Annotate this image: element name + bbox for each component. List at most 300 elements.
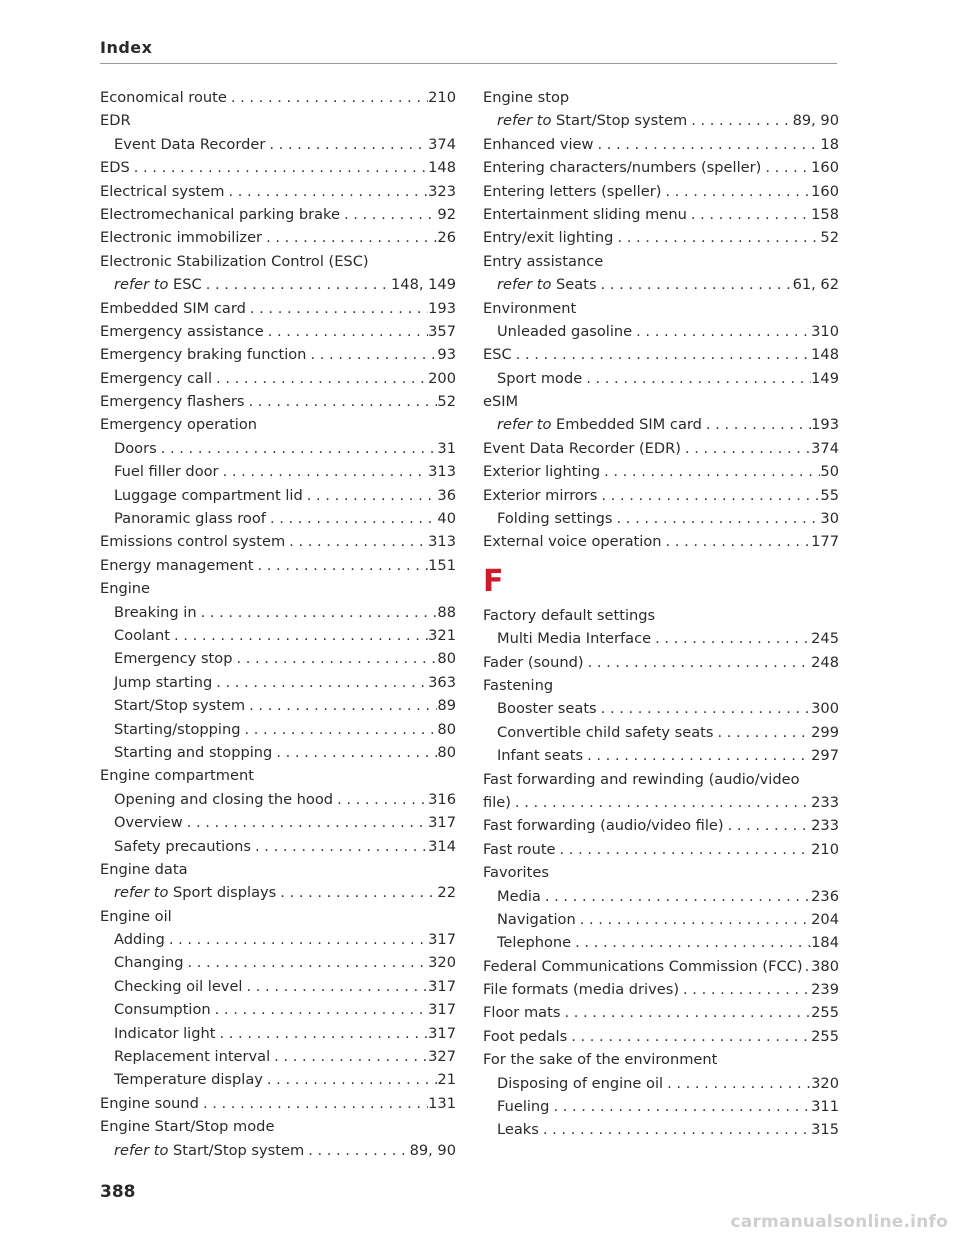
entry-label [497,1118,539,1141]
index-subentry [483,507,839,530]
entry-label [483,1001,560,1024]
page-reference: 148 [811,346,839,364]
entry-label [483,978,679,1001]
entry-label [114,647,232,670]
entry-term: Embedded SIM card [100,299,246,317]
page-reference: 80 [437,743,456,761]
entry-label [483,390,518,413]
index-entry [100,1092,456,1115]
index-subentry [483,744,839,767]
dot-leader [265,133,428,156]
index-subentry [100,951,456,974]
entry-label [483,791,511,814]
entry-term: Entertainment sliding menu [483,205,687,223]
entry-label [114,624,170,647]
entry-label [497,697,597,720]
dot-leader [266,507,437,530]
page-reference: 204 [811,910,839,928]
entry-term: Embedded SIM card [556,416,702,434]
index-subentry [483,908,839,931]
dot-leader [285,530,428,553]
dot-leader [304,1139,409,1162]
index-entry [483,768,839,791]
dot-leader [197,601,438,624]
entry-term: File formats (media drives) [483,981,680,999]
dot-leader [183,811,428,834]
dot-leader [681,437,811,460]
entry-term: Environment [483,299,577,317]
entry-term: Engine oil [100,907,172,925]
dot-leader [662,530,812,553]
entry-label [114,835,251,858]
page-reference: 315 [811,1121,839,1139]
index-subentry [100,507,456,530]
page-header-title: Index [100,38,153,57]
page-reference: 52 [820,229,839,247]
entry-term: eSIM [483,393,519,411]
dot-leader [232,647,437,670]
dot-leader [663,1072,811,1095]
entry-term: Electrical system [100,182,225,200]
dot-leader [215,1022,428,1045]
index-entry [100,203,456,226]
page-reference: 88 [437,603,456,621]
dot-leader [130,156,428,179]
index-subentry [100,1045,456,1068]
entry-term: Energy management [100,556,254,574]
entry-term: Engine [100,580,151,598]
entry-label [483,530,662,553]
entry-term: Fast route [483,840,556,858]
section-letter: F [483,563,504,599]
page-reference: 93 [437,346,456,364]
index-entry [483,86,839,109]
page-reference: 317 [428,814,456,832]
entry-term: Exterior lighting [483,463,601,481]
entry-label [497,320,632,343]
page-reference: 22 [437,884,456,902]
page-reference: 131 [428,1094,456,1112]
entry-term: Breaking in [114,603,197,621]
page-reference: 50 [820,463,839,481]
page-reference: 92 [437,205,456,223]
index-subentry [100,741,456,764]
page-reference: 255 [811,1004,839,1022]
entry-term: Leaks [497,1121,539,1139]
dot-leader [245,694,437,717]
entry-label [100,343,306,366]
dot-leader [613,226,820,249]
entry-label [497,367,582,390]
index-subentry [100,975,456,998]
page-reference: 299 [811,723,839,741]
page-reference: 374 [428,135,456,153]
page-reference: 239 [811,981,839,999]
dot-leader [687,203,811,226]
dot-leader [212,367,428,390]
entry-term: Sport displays [173,884,277,902]
page-reference: 151 [428,556,456,574]
index-subentry [100,133,456,156]
index-subentry [483,109,839,132]
entry-label [497,885,541,908]
index-entry [483,978,839,1001]
index-entry [483,297,839,320]
page-reference: 89, 90 [792,112,839,130]
entry-label [114,881,276,904]
index-subentry [483,697,839,720]
entry-term: Starting/stopping [114,720,241,738]
index-entry [483,156,839,179]
entry-label [100,86,227,109]
entry-term: Overview [114,814,183,832]
dot-leader [224,180,428,203]
entry-label [100,1115,274,1138]
entry-label [114,811,183,834]
entry-term: ESC [173,276,202,294]
dot-leader [276,881,437,904]
entry-label [100,109,131,132]
dot-leader [512,343,811,366]
index-entry [483,180,839,203]
index-entry [100,413,456,436]
entry-term: Changing [114,954,184,972]
entry-term: Fast forwarding and rewinding (audio/video [483,770,800,788]
index-entry [483,390,839,413]
entry-term: Foot pedals [483,1027,568,1045]
entry-label [483,814,724,837]
entry-term: Replacement interval [114,1048,271,1066]
index-entry [100,343,456,366]
index-entry [483,651,839,674]
entry-label [100,1092,199,1115]
entry-label [483,250,603,273]
entry-term: Convertible child safety seats [497,723,714,741]
entry-label [100,320,264,343]
index-entry [100,390,456,413]
entry-term: Multi Media Interface [497,630,652,648]
entry-label [114,460,219,483]
entry-label [483,133,593,156]
page-reference: 317 [428,1024,456,1042]
dot-leader [571,931,811,954]
entry-term: Booster seats [497,700,597,718]
page-reference: 357 [428,322,456,340]
index-entry [483,1048,839,1071]
page-reference: 363 [428,673,456,691]
index-entry [483,604,839,627]
entry-term: Emergency braking function [100,346,307,364]
index-entry [483,133,839,156]
index-subentry [100,1139,456,1162]
dot-leader [600,460,820,483]
page-reference: 80 [437,650,456,668]
dot-leader [541,885,811,908]
entry-term: Emergency assistance [100,322,264,340]
dot-leader [340,203,437,226]
entry-label [483,1025,567,1048]
index-entry [100,250,456,273]
dot-leader [264,320,428,343]
page-reference: 317 [428,977,456,995]
entry-label [114,788,333,811]
page-reference: 52 [437,393,456,411]
entry-label [114,671,212,694]
entry-term: Exterior mirrors [483,486,598,504]
page-reference: 89, 90 [409,1141,456,1159]
entry-label [497,507,613,530]
page-reference: 21 [437,1071,456,1089]
entry-label [100,203,340,226]
entry-term: Fueling [497,1098,550,1116]
dot-leader [211,998,428,1021]
entry-term: Luggage compartment lid [114,486,303,504]
entry-term: Entry assistance [483,252,604,270]
entry-term: Unleaded gasoline [497,322,633,340]
index-entry [100,320,456,343]
entry-term: Emissions control system [100,533,286,551]
index-subentry [483,320,839,343]
index-subentry [100,1068,456,1091]
refer-to-text: refer to [497,112,552,130]
refer-to-text: refer to [114,884,169,902]
dot-leader [157,437,438,460]
entry-term: Economical route [100,89,227,106]
entry-label [483,1048,717,1071]
dot-leader [240,718,437,741]
page-reference: 317 [428,1001,456,1019]
page-reference: 36 [437,486,456,504]
entry-label [114,975,242,998]
dot-leader [549,1095,811,1118]
dot-leader [183,951,428,974]
entry-label [497,1072,663,1095]
entry-label [114,133,265,156]
dot-leader [303,484,438,507]
entry-label [100,554,254,577]
dot-leader [597,697,811,720]
entry-term: Starting and stopping [114,743,273,761]
entry-term: Jump starting [114,673,213,691]
page-reference: 31 [437,439,456,457]
refer-to-text: refer to [497,416,552,434]
entry-term: Event Data Recorder (EDR) [483,439,681,457]
entry-term: ESC [483,346,512,364]
entry-label [114,1022,215,1045]
entry-label [100,577,150,600]
dot-leader [556,838,812,861]
index-subentry [100,671,456,694]
dot-leader [567,1025,811,1048]
page-reference: 233 [811,793,839,811]
entry-term: Indicator light [114,1024,216,1042]
index-entry [483,226,839,249]
entry-label [100,367,212,390]
entry-term: Fuel filler door [114,463,219,481]
index-entry [483,1001,839,1024]
entry-term: Adding [114,931,165,949]
page-reference: 317 [428,931,456,949]
entry-label [114,718,240,741]
entry-term: Enhanced view [483,135,594,153]
entry-term: Start/Stop system [556,112,688,130]
dot-leader [584,651,812,674]
page-reference: 380 [811,957,839,975]
page-reference: 300 [811,700,839,718]
page-reference: 148, 149 [391,276,456,294]
dot-leader [246,297,428,320]
page-reference: 193 [428,299,456,317]
dot-leader [582,367,811,390]
page-reference: 210 [811,840,839,858]
entry-term: Electromechanical parking brake [100,205,340,223]
entry-term: Entering characters/numbers (speller) [483,159,762,177]
entry-term: Engine data [100,860,188,878]
index-entry [100,530,456,553]
index-entry [100,109,456,132]
entry-term: Coolant [114,626,171,644]
entry-label [497,109,687,132]
entry-term: file) [483,793,511,811]
dot-leader [227,86,428,109]
index-entry [483,955,839,978]
entry-term: Folding settings [497,510,613,528]
index-subentry [100,1022,456,1045]
page-reference: 61, 62 [792,276,839,294]
entry-label [483,86,569,109]
entry-label [114,1139,304,1162]
index-entry [483,791,839,814]
page-number: 388 [100,1182,136,1202]
dot-leader [702,413,811,436]
index-subentry [483,721,839,744]
entry-term: Start/Stop system [114,697,246,715]
page-reference: 310 [811,322,839,340]
entry-label [114,1045,270,1068]
entry-term: Checking oil level [114,977,243,995]
entry-label [114,951,183,974]
entry-term: Factory default settings [483,606,656,624]
entry-label [483,460,600,483]
index-entry [483,861,839,884]
entry-label [497,721,714,744]
entry-label [483,226,613,249]
index-entry [100,554,456,577]
entry-term: External voice operation [483,533,662,551]
page-reference: 313 [428,533,456,551]
index-subentry [100,601,456,624]
entry-term: Fast forwarding (audio/video file) [483,817,724,835]
entry-term: Emergency flashers [100,393,245,411]
index-subentry [100,881,456,904]
entry-label [100,905,172,928]
page-reference: 40 [437,510,456,528]
entry-term: Floor mats [483,1004,561,1022]
index-subentry [100,624,456,647]
entry-term: Electronic immobilizer [100,229,263,247]
index-entry [483,343,839,366]
entry-term: Disposing of engine oil [497,1074,664,1092]
index-entry [100,764,456,787]
index-subentry [100,835,456,858]
page-reference: 200 [428,369,456,387]
page-reference: 210 [428,89,456,106]
page-reference: 89 [437,697,456,715]
page-reference: 193 [811,416,839,434]
dot-leader [724,814,812,837]
dot-leader [661,180,811,203]
index-subentry [100,647,456,670]
entry-term: Entering letters (speller) [483,182,662,200]
index-entry [483,484,839,507]
entry-label [483,484,597,507]
page-reference: 316 [428,790,456,808]
page-reference: 80 [437,720,456,738]
entry-label [100,250,369,273]
entry-label [483,203,687,226]
index-subentry [100,694,456,717]
entry-label [497,908,576,931]
entry-label [114,437,157,460]
page-reference: 327 [428,1048,456,1066]
entry-label [497,931,571,954]
entry-label [483,437,681,460]
page-reference: 248 [811,653,839,671]
entry-label [114,507,266,530]
entry-term: Safety precautions [114,837,252,855]
entry-label [114,484,303,507]
entry-term: Engine sound [100,1094,199,1112]
index-subentry [483,367,839,390]
index-subentry [100,484,456,507]
entry-label [483,861,549,884]
entry-label [100,226,262,249]
entry-label [483,838,556,861]
index-subentry [100,718,456,741]
entry-term: Opening and closing the hood [114,790,334,808]
entry-term: EDS [100,159,130,177]
entry-label [100,390,245,413]
entry-label [483,343,512,366]
index-column-right [483,86,839,1142]
page-reference: 160 [811,182,839,200]
index-entry [483,814,839,837]
dot-leader [597,273,793,296]
entry-label [483,604,655,627]
entry-term: Emergency call [100,369,213,387]
page-reference: 18 [820,135,839,153]
refer-to-text: refer to [497,276,552,294]
index-subentry [100,788,456,811]
index-entry [100,577,456,600]
entry-label [497,1095,549,1118]
entry-label [483,297,576,320]
dot-leader [170,624,428,647]
page-reference: 160 [811,159,839,177]
index-entry [483,530,839,553]
page-reference: 184 [811,934,839,952]
entry-term: Telephone [497,934,572,952]
index-entry [100,367,456,390]
entry-term: Entry/exit lighting [483,229,614,247]
dot-leader [242,975,428,998]
dot-leader [212,671,428,694]
index-subentry [483,627,839,650]
index-subentry [100,928,456,951]
dot-leader [687,109,792,132]
entry-term: Emergency stop [114,650,233,668]
page-reference: 177 [811,533,839,551]
